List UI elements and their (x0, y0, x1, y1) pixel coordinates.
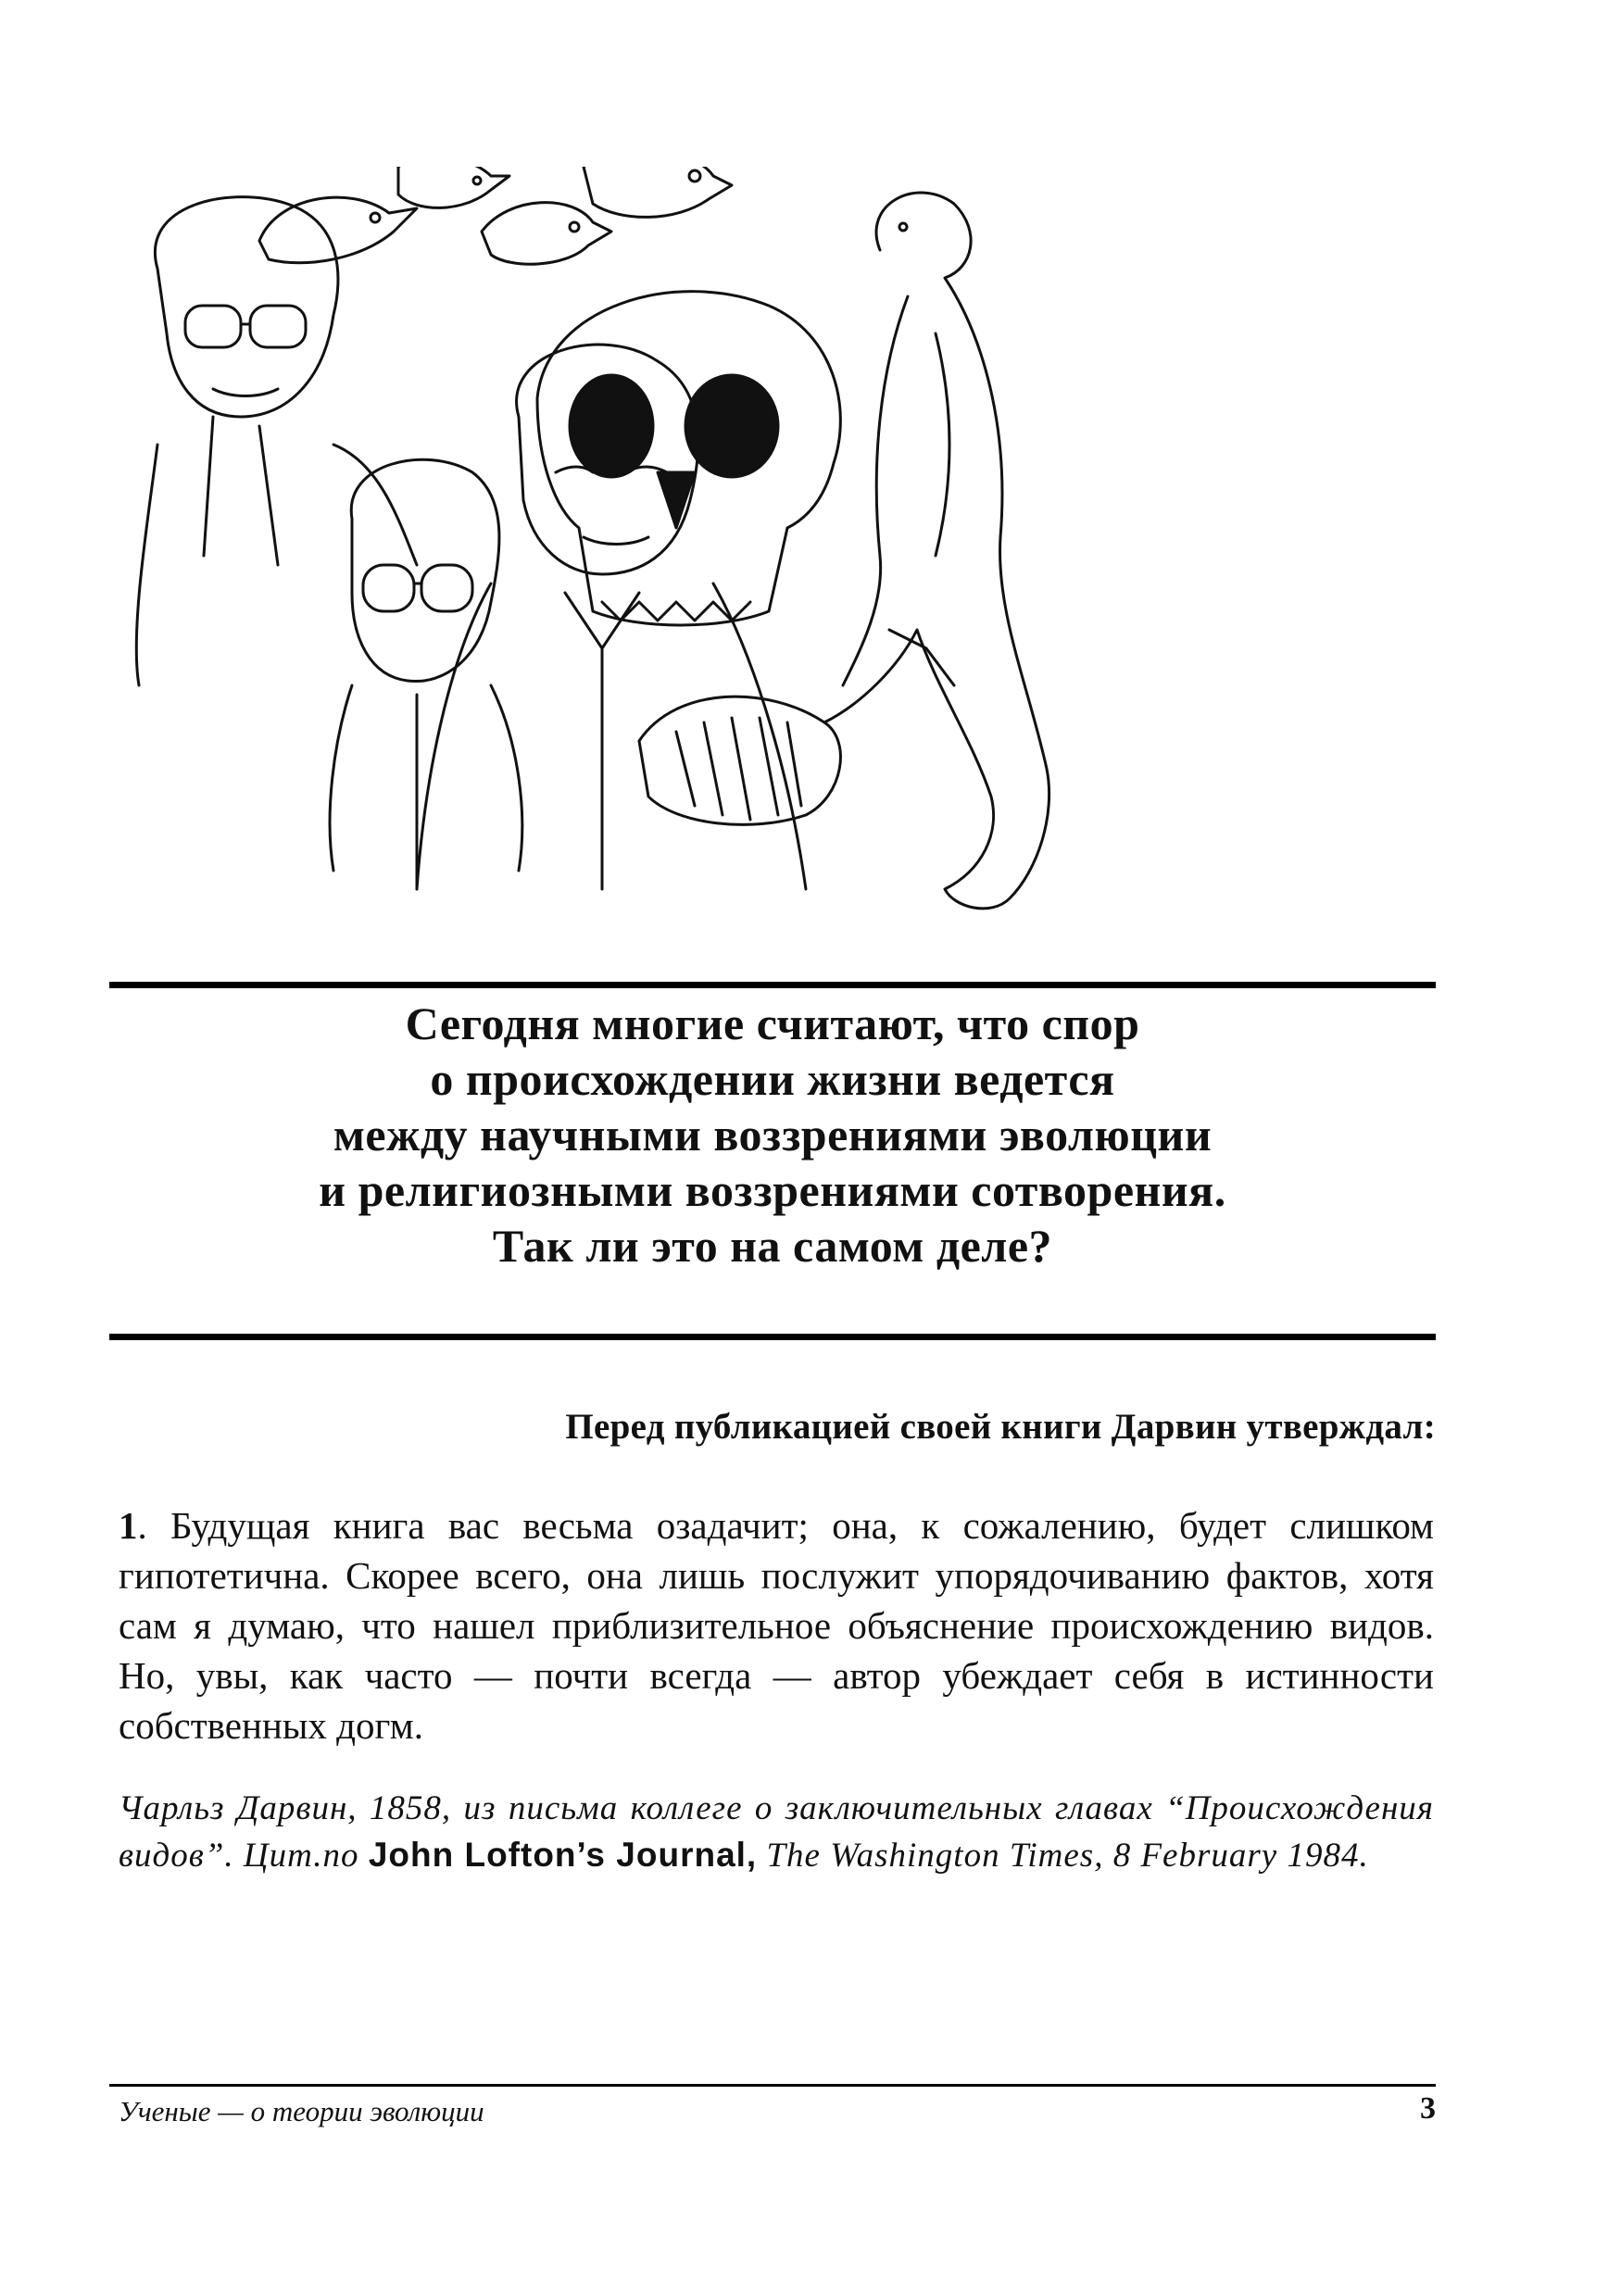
citation-part-1: Чарльз Дарвин, 1858, из письма коллеге о заключительных главах “Происхождения видов”. Цит.по (119, 1789, 1434, 1875)
skull (537, 292, 840, 625)
trilobite-fossil (639, 696, 840, 824)
bird-head-2 (398, 167, 509, 207)
quote-paragraph (119, 1500, 1434, 1750)
page-number: 3 (1420, 2091, 1436, 2126)
headline (109, 996, 1436, 1273)
quote-number: 1 (119, 1504, 138, 1547)
headline-line: Так ли это на самом деле? (492, 1220, 1053, 1272)
footer-title: Ученые — о теории эволюции (119, 2095, 484, 2127)
illustration-scientists-and-specimens (120, 167, 1417, 935)
ape-figure (824, 193, 1049, 909)
headline-bottom-rule (109, 1334, 1436, 1340)
portrait-scientist-glasses-2 (330, 459, 522, 889)
bird-head-4 (584, 167, 732, 217)
headline-line: между научными воззрениями эволюции (333, 1109, 1213, 1161)
quote-text: . Будущая книга вас весьма озадачит; она, к сожалению, будет слишком гипотетична. Скорее всего, она лишь послужит упорядочиванию фактов, хотя сам я думаю, что нашел приблизительное объяснение происхождению видов. Но, увы, как часто — почти всегда — автор убеждает себя в истинности собственных догм. (119, 1504, 1434, 1747)
headline-line: и религиозными воззрениями сотворения. (319, 1164, 1226, 1216)
portrait-scientist-glasses-1 (136, 197, 417, 685)
headline-top-rule (109, 982, 1436, 988)
citation-journal: John Lofton’s Journal, (368, 1836, 758, 1874)
bird-head-1 (259, 197, 417, 263)
headline-line: Сегодня многие считают, что спор (405, 997, 1140, 1049)
headline-line: о происхождении жизни ведется (430, 1053, 1115, 1105)
citation-part-2: The Washington Times, 8 February 1984. (757, 1837, 1369, 1875)
bird-head-3 (482, 203, 611, 265)
footer-rule (109, 2084, 1436, 2087)
citation (119, 1786, 1434, 1879)
intro-heading: Перед публикацией своей книги Дарвин утверждал: (565, 1407, 1436, 1447)
